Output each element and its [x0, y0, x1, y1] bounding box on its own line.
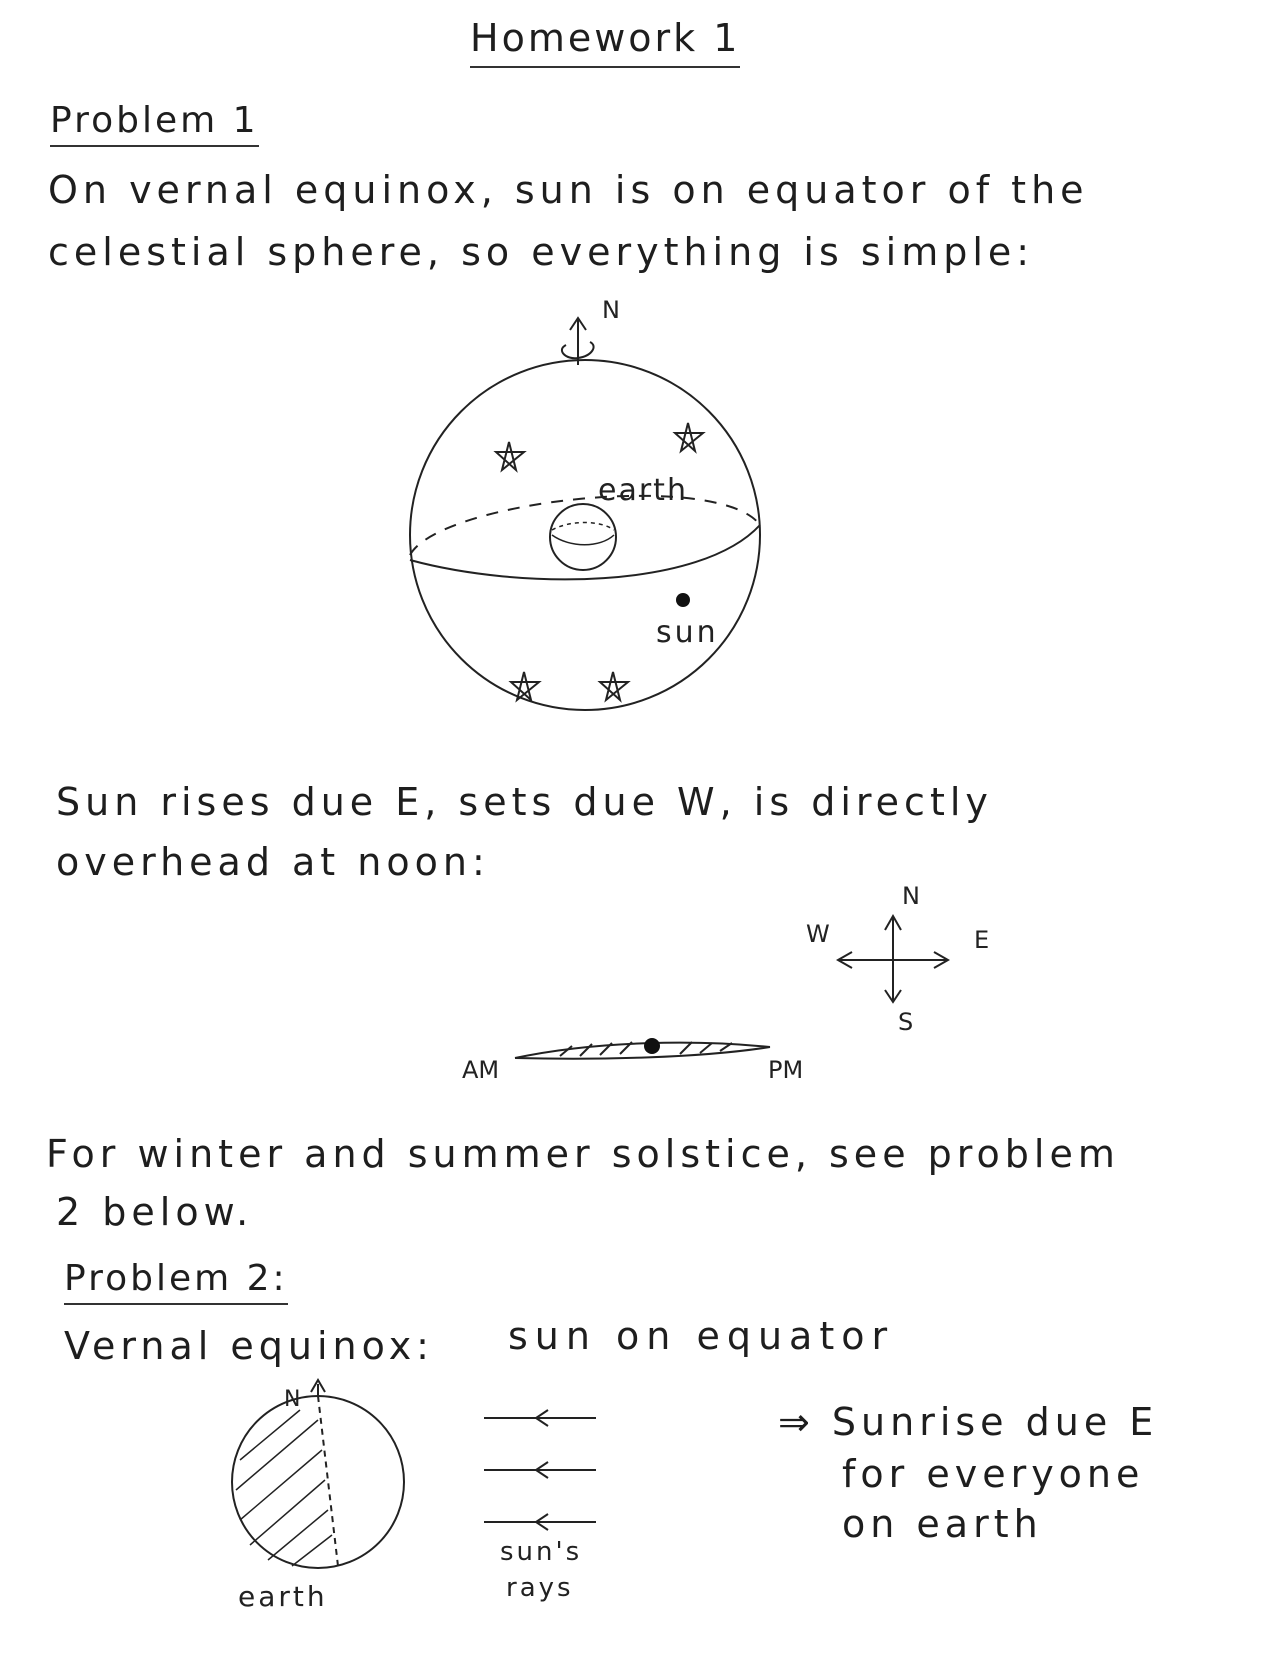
noon-sun-icon	[644, 1038, 660, 1054]
sun-label: sun	[656, 615, 719, 650]
star-icon	[600, 672, 628, 700]
earth-globe-icon	[232, 1396, 404, 1568]
compass-north-label: N	[902, 882, 920, 910]
sun-icon	[676, 593, 690, 607]
solstice-line-2: 2 below.	[56, 1190, 254, 1234]
problem-1-heading: Problem 1	[50, 100, 259, 147]
night-side-shading	[236, 1410, 332, 1566]
sphere-north-label: N	[602, 296, 620, 324]
conclusion-line-3: on earth	[842, 1502, 1043, 1546]
north-axis-arrow	[562, 318, 594, 365]
solstice-line-1: For winter and summer solstice, see problem	[46, 1132, 1120, 1176]
celestial-equator	[410, 525, 760, 579]
sunrise-line-1: Sun rises due E, sets due W, is directly	[56, 780, 993, 824]
problem-1-intro-line-1: On vernal equinox, sun is on equator of the	[48, 168, 1089, 212]
rays-label-line-1: sun's	[500, 1537, 583, 1567]
compass-east-label: E	[974, 926, 990, 954]
compass-south-label: S	[898, 1008, 914, 1036]
sun-path-arc	[515, 1042, 770, 1059]
vernal-equinox-label: Vernal equinox:	[64, 1324, 434, 1368]
problem-1-intro-line-2: celestial sphere, so everything is simple:	[48, 230, 1035, 274]
star-icon	[496, 442, 524, 470]
sunrise-line-2: overhead at noon:	[56, 840, 490, 884]
sun-rays	[484, 1410, 596, 1530]
sun-on-equator-label: sun on equator	[508, 1314, 895, 1358]
conclusion-line-2: for everyone	[842, 1452, 1145, 1496]
celestial-sphere	[410, 360, 760, 710]
earth-icon	[550, 504, 616, 570]
day-night-terminator	[318, 1396, 338, 1566]
earth-north-label: N	[284, 1387, 301, 1412]
problem-2-earth-label: earth	[238, 1580, 328, 1613]
problem-2-heading: Problem 2:	[64, 1258, 288, 1305]
earth-label: earth	[598, 473, 688, 508]
page-title: Homework 1	[470, 16, 740, 68]
compass-icon	[838, 916, 948, 1002]
star-icon	[675, 423, 703, 451]
conclusion-line-1: ⇒ Sunrise due E	[778, 1400, 1159, 1444]
pm-label: PM	[768, 1056, 804, 1084]
rays-label-line-2: rays	[506, 1573, 574, 1603]
north-arrow-icon	[311, 1380, 325, 1396]
compass-west-label: W	[806, 920, 830, 948]
am-label: AM	[462, 1056, 500, 1084]
